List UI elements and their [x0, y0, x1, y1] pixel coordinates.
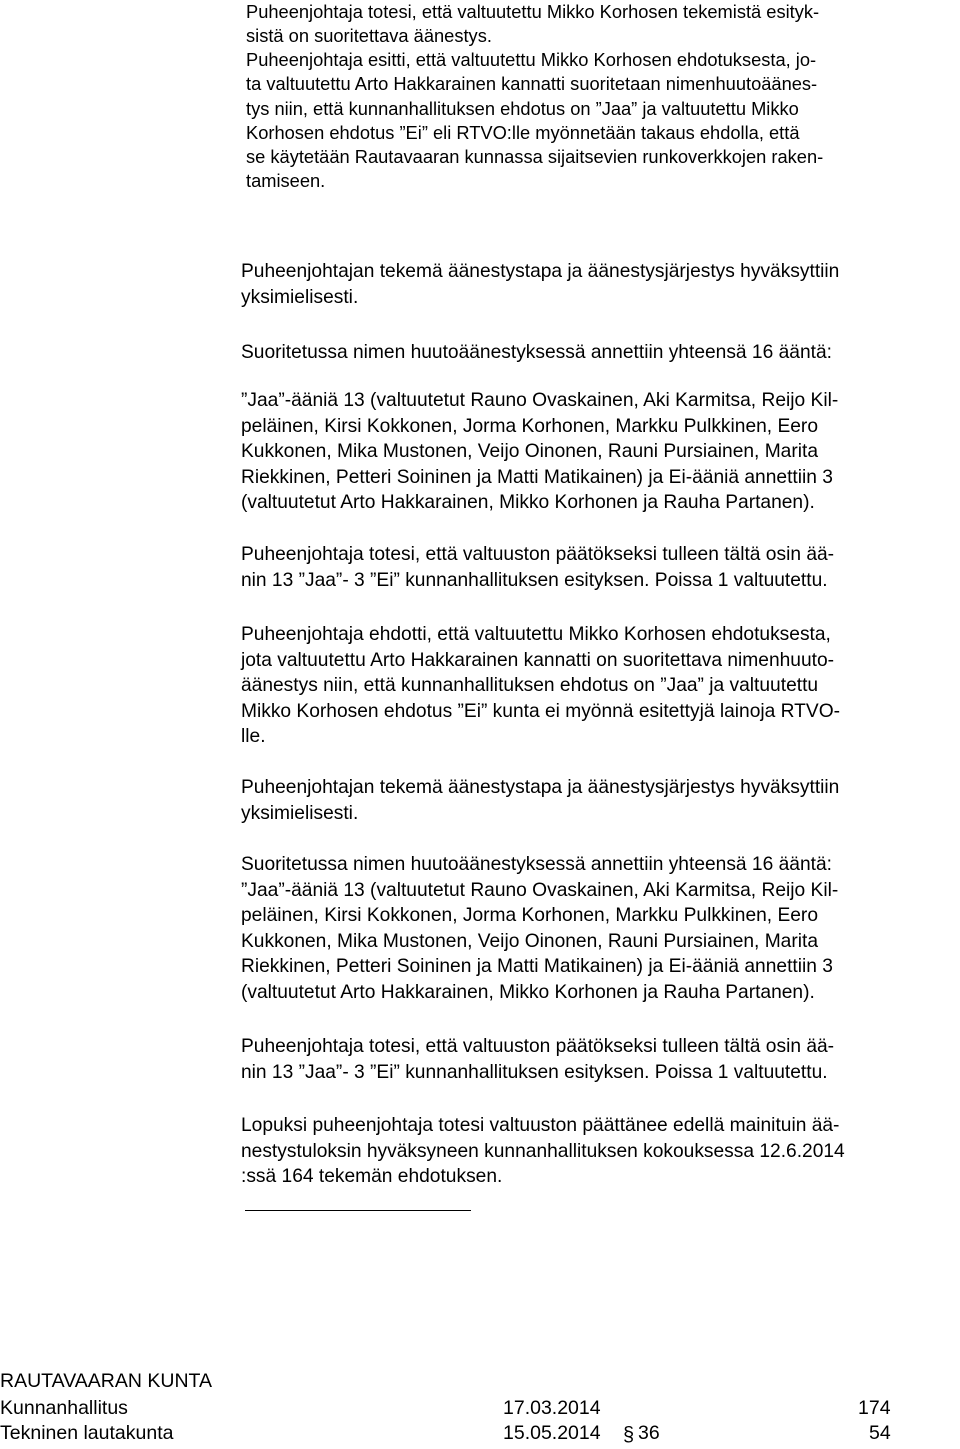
paragraph-procedure-1: Puheenjohtajan tekemä äänestystapa ja äänestysjärjestys hyväksyttiin yksimielisesti.: [241, 261, 840, 308]
section-end-rule: [245, 1210, 471, 1211]
paragraph-proposal-1: Puheenjohtaja esitti, että valtuutettu Mikko Korhosen ehdotuksesta, jo- ta valtuutettu Arto Hakkarainen kannatti suoritetaan nimenhuutoäänes- tys niin, että kunnanhallituksen ehdotus on ”Jaa” ja valtuutettu Mikko Korhosen ehdotus ”Ei” eli RTVO:lle myönnetään takaus ehdolla, että se käytetään Rautavaaran kunnassa sijaitsevien runkoverkkojen raken- tamiseen.: [246, 49, 824, 192]
footer-page-2: 54: [869, 1422, 891, 1444]
paragraph-vote-count-1: Suoritetussa nimen huutoäänestyksessä annettiin yhteensä 16 ääntä:: [241, 342, 832, 363]
paragraph-vote-details-1: ”Jaa”-ääniä 13 (valtuutetut Rauno Ovaskainen, Aki Karmitsa, Reijo Kil- peläinen, Kirsi Kokkonen, Jorma Korhonen, Markku Pulkkinen, Eero Kukkonen, Mika Mustonen, Veijo Oinonen, Rauni Pursiainen, Marita Riekkinen, Petteri Soininen ja Matti Matikainen) ja Ei-ääniä annettiin 3 (valtuutetut Arto Hakkarainen, Mikko Korhonen ja Rauha Partanen).: [241, 390, 839, 513]
paragraph-vote-2: Suoritetussa nimen huutoäänestyksessä annettiin yhteensä 16 ääntä: ”Jaa”-ääniä 13 (valtuutetut Rauno Ovaskainen, Aki Karmitsa, Reijo Kil- peläinen, Kirsi Kokkonen, Jorma Korhonen, Markku Pulkkinen, Eero Kukkonen, Mika Mustonen, Veijo Oinonen, Rauni Pursiainen, Marita Riekkinen, Petteri Soininen ja Matti Matikainen) ja Ei-ääniä annettiin 3 (valtuutetut Arto Hakkarainen, Mikko Korhonen ja Rauha Partanen).: [241, 854, 839, 1003]
footer-body-2: Tekninen lautakunta: [0, 1422, 174, 1444]
footer-body-1: Kunnanhallitus: [0, 1397, 128, 1419]
paragraph-result-1: Puheenjohtaja totesi, että valtuuston päätökseksi tulleen tältä osin ää- nin 13 ”Jaa”- 3 ”Ei” kunnanhallituksen esityksen. Poissa 1 valtuutettu.: [241, 544, 835, 591]
paragraph-proposal-2: Puheenjohtaja ehdotti, että valtuutettu Mikko Korhosen ehdotuksesta, jota valtuutettu Arto Hakkarainen kannatti on suoritettava nimenhuuto- äänestys niin, että kunnanhallituksen ehdotus on ”Jaa” ja valtuutettu Mikko Korhosen ehdotus ”Ei” kunta ei myönnä esitettyjä lainoja RTVO- lle.: [241, 624, 841, 747]
footer-date-1: 17.03.2014: [503, 1397, 601, 1419]
section-sign-icon: [623, 1424, 636, 1444]
footer-page-1: 174: [858, 1397, 891, 1419]
paragraph-motion-intro: Puheenjohtaja totesi, että valtuutettu Mikko Korhosen tekemistä esityk- sistä on suoritettava äänestys.: [246, 1, 820, 47]
footer-section-2: 36: [638, 1422, 660, 1444]
paragraph-procedure-2: Puheenjohtajan tekemä äänestystapa ja äänestysjärjestys hyväksyttiin yksimielisesti.: [241, 777, 840, 824]
svg-text:§: §: [623, 1424, 635, 1444]
paragraph-result-2: Puheenjohtaja totesi, että valtuuston päätökseksi tulleen tältä osin ää- nin 13 ”Jaa”- 3 ”Ei” kunnanhallituksen esityksen. Poissa 1 valtuutettu.: [241, 1036, 835, 1083]
footer-organization: RAUTAVAARAN KUNTA: [0, 1370, 212, 1392]
footer-date-2: 15.05.2014: [503, 1422, 601, 1444]
paragraph-conclusion: Lopuksi puheenjohtaja totesi valtuuston päättänee edellä mainituin ää- nestystuloksin hyväksyneen kunnanhallituksen kokouksessa 12.6.2014 :ssä 164 tekemän ehdotuksen.: [241, 1115, 845, 1187]
